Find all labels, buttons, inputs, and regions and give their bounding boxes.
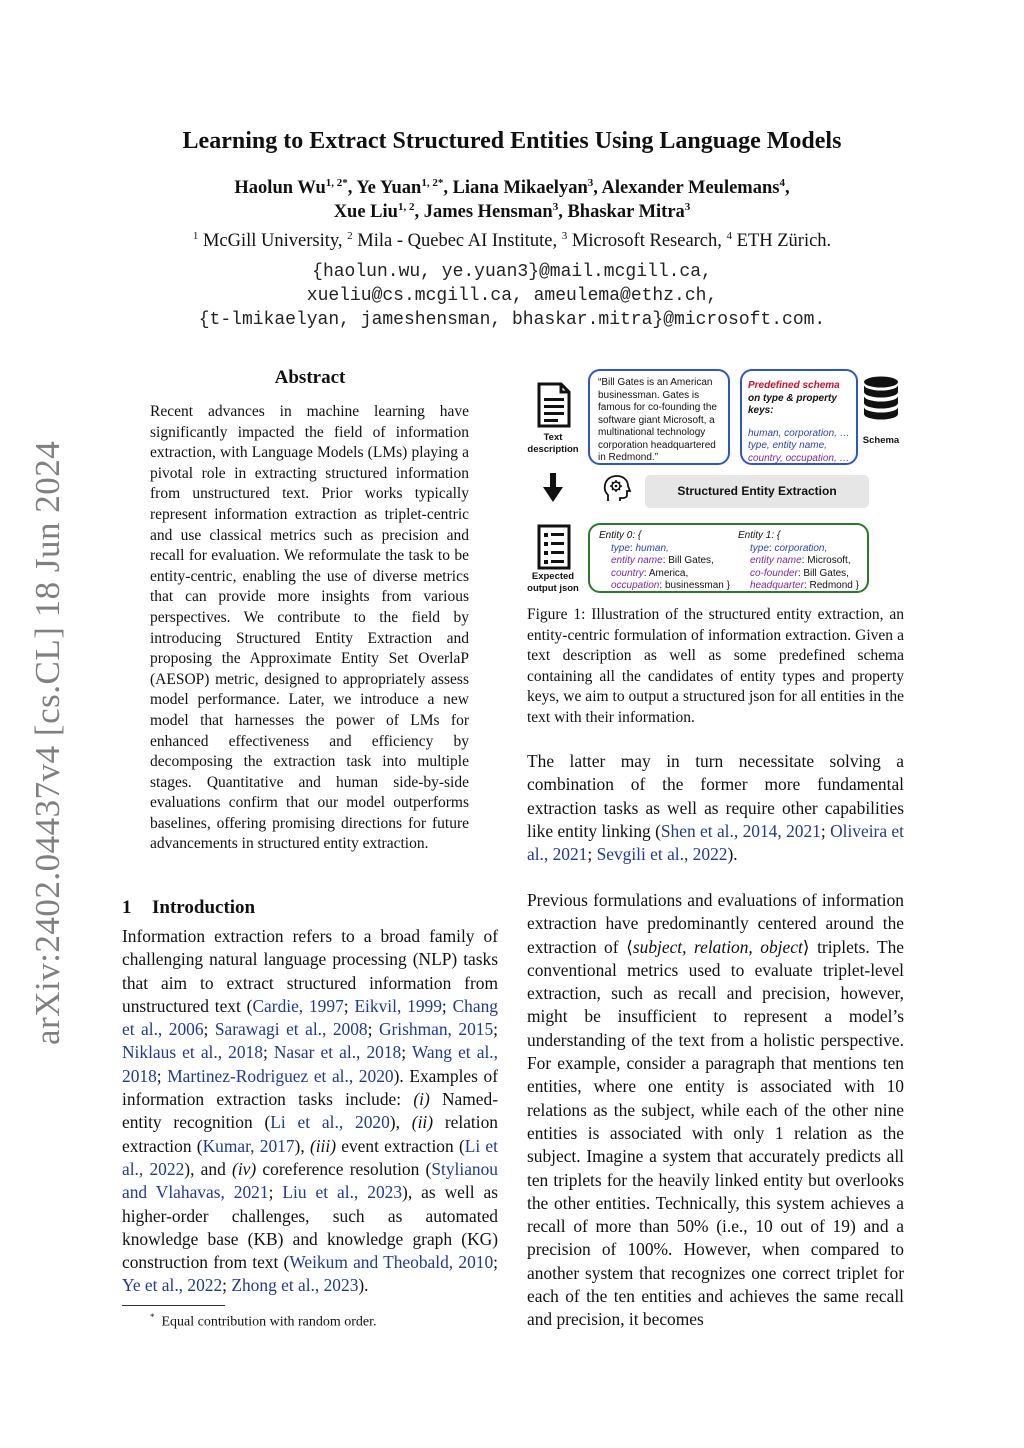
citation[interactable]: Nasar et al., 2018 xyxy=(273,1042,402,1063)
citation[interactable]: Ye et al., 2022 xyxy=(122,1275,223,1296)
database-icon xyxy=(863,376,899,420)
text-description-label: Text description xyxy=(527,432,579,455)
footnote: * Equal contribution with random order. xyxy=(150,1312,377,1330)
footnote-rule xyxy=(122,1305,225,1306)
email-line-1: {haolun.wu, ye.yuan3}@mail.mcgill.ca, xyxy=(312,262,712,282)
structured-entity-extraction-label: Structured Entity Extraction xyxy=(645,475,869,508)
citation[interactable]: Oliveira et al., 2021 xyxy=(527,820,904,865)
abstract-heading: Abstract xyxy=(274,367,346,388)
expected-output-label: Expected output json xyxy=(527,571,579,594)
citation[interactable]: Grishman, 2015 xyxy=(378,1019,494,1040)
intro-paragraph: Information extraction refers to a broad family of challenging natural language processing (NLP) tasks that aim to extract structured information from unstructured text (Cardie, 1997; Eikvil, 1999; Chang et al., 2006; Sarawagi et al., 2008; Grishman, 2015; Niklaus et al., 2018; Nasar et al., 2018; Wang et al., 2018; Martinez-Rodriguez et al., 2020). Examples of information extraction tasks include: (i) Named-entity recognition (Li et al., 2020), (ii) relation extraction (Kumar, 2017), (iii) event extraction (Li et al., 2022), and (iv) coreference resolution (Stylianou and Vlahavas, 2021; Liu et al., 2023), as well as higher-order challenges, such as automated knowledge base (KB) and knowledge graph (KG) construction from text (Weikum and Theobald, 2010; Ye et al., 2022; Zhong et al., 2023). xyxy=(122,926,498,1296)
schema-box: Predefined schema on type & property keys: human, corporation, … type, entity name, country, occupation, … xyxy=(740,369,858,465)
citation[interactable]: Cardie, 1997 xyxy=(252,995,344,1016)
citation[interactable]: Stylianou and Vlahavas, 2021 xyxy=(122,1158,498,1203)
citation[interactable]: Shen et al., 2014, 2021 xyxy=(660,820,821,841)
citation[interactable]: Martinez-Rodriguez et al., 2020 xyxy=(167,1065,394,1086)
text-description-box: “Bill Gates is an American businessman. Gates is famous for co-founding the software giant Microsoft, a multinational technology corporation headquartered in Redmond.” xyxy=(588,369,730,465)
citation[interactable]: Kumar, 2017 xyxy=(202,1135,295,1156)
figure-1 xyxy=(524,364,906,600)
schema-label: Schema xyxy=(862,435,900,446)
citation[interactable]: Zhong et al., 2023 xyxy=(231,1275,359,1296)
output-json-box xyxy=(588,523,869,593)
checklist-icon xyxy=(537,524,571,570)
down-arrow-icon xyxy=(542,471,564,503)
right-paragraph-1: The latter may in turn necessitate solving a combination of the former more fundamental extraction tasks as well as require other capabilities like entity linking (Shen et al., 2014, 2021; Oliveira et al., 2021; Sevgili et al., 2022). xyxy=(527,751,904,865)
citation[interactable]: Wang et al., 2018 xyxy=(122,1042,498,1086)
entity-0: Entity 0: { type: human, entity name: Bill Gates, country: America, occupation: businessman } xyxy=(599,530,730,591)
author-line-1: Haolun $Wu^{1, 2*}$, Ye Yuan$^{1, 2*}$, Liana Mikaelyan$^3$, Alexander Meulemans$^4$, xyxy=(234,177,790,199)
abstract-text: Recent advances in machine learning have significantly impacted the field of information extraction, with Language Models (LMs) playing a pivotal role in extracting structured information from unstructured text. Prior works typically represent information extraction as triplet-centric and use classical metrics such as precision and recall for evaluation. We reformulate the task to be entity-centric, enabling the use of diverse metrics that can provide more insights from various perspectives. We contribute to the field by introducing Structured Entity Extraction and proposing the Approximate Entity Set OverlaP (AESOP) metric, designed to appropriately assess model performance. Later, we introduce a new model that harnesses the power of LMs for enhanced effectiveness and efficiency by decomposing the extraction task into multiple stages. Quantitative and human side-by-side evaluations confirm that our model outperforms baselines, offering promising directions for future advancements in structured entity extraction. xyxy=(150,403,469,853)
citation[interactable]: Li et al., 2022 xyxy=(122,1135,498,1179)
citation[interactable]: Eikvil, 1999 xyxy=(354,995,442,1016)
right-paragraph-2: Previous formulations and evaluations of information extraction have predominantly centered around the extraction of ⟨subject, relation, object⟩ triplets. The conventional metrics used to evaluate triplet-level extraction, such as recall and precision, however, might be insufficient to represent a model’s understanding of the text from a holistic perspective. For example, consider a paragraph that mentions ten entities, where one entity is associated with 10 relations as the subject, while each of the other nine entities is associated with only 1 relation as the subject. Imagine a system that accurately predicts all ten triplets for the heavily linked entity but overlooks the other entities. Technically, this system achieves a recall of more than 50% (i.e., 10 out of 19) and a precision of 100%. However, when compared to another system that recognizes one correct triplet for each of the ten entities and achieves the same recall and precision, it becomes xyxy=(527,890,904,1330)
citation[interactable]: Sevgili et al., 2022 xyxy=(596,844,728,865)
section-heading-introduction: 1 Introduction xyxy=(122,897,256,918)
citation[interactable]: Chang et al., 2006 xyxy=(122,995,498,1040)
entity-1: Entity 1: { type: corporation, entity name: Microsoft, co-founder: Bill Gates, headquarter: Redmond } xyxy=(738,530,859,591)
email-line-3: {t-lmikaelyan, jameshensman, bhaskar.mitra}@microsoft.com. xyxy=(198,310,826,330)
citation[interactable]: Weikum and Theobald, 2010 xyxy=(289,1252,494,1273)
citation[interactable]: Liu et al., 2023 xyxy=(282,1182,403,1203)
affiliations: $^1$ McGill University, $^2$ Mila - Quebec AI Institute, $^3$ Microsoft Research, $^4$ ETH Zürich. xyxy=(192,230,832,252)
arxiv-sidebar-id: arXiv:2402.04437v4 [cs.CL] 18 Jun 2024 xyxy=(28,440,67,1045)
citation[interactable]: Sarawagi et al., 2008 xyxy=(214,1019,368,1040)
author-line-2: Xue Liu$^{1, 2}$, James Hensman$^3$, Bhaskar Mitra$^3$ xyxy=(333,201,691,223)
citation[interactable]: Niklaus et al., 2018 xyxy=(122,1042,263,1063)
paper-title: Learning to Extract Structured Entities Using Language Models xyxy=(182,128,842,154)
figure-1-caption: Figure 1: Illustration of the structured entity extraction, an entity-centric formulation of information extraction. Given a text description as well as some predefined schema containing all the candidates of entity types and property keys, we aim to output a structured json for all entities in the text with their information. xyxy=(527,606,904,726)
brain-gear-icon xyxy=(602,473,632,503)
document-icon xyxy=(537,382,571,428)
citation[interactable]: Li et al., 2020 xyxy=(270,1112,390,1133)
email-line-2: xueliu@cs.mcgill.ca, ameulema@ethz.ch, xyxy=(306,286,718,306)
